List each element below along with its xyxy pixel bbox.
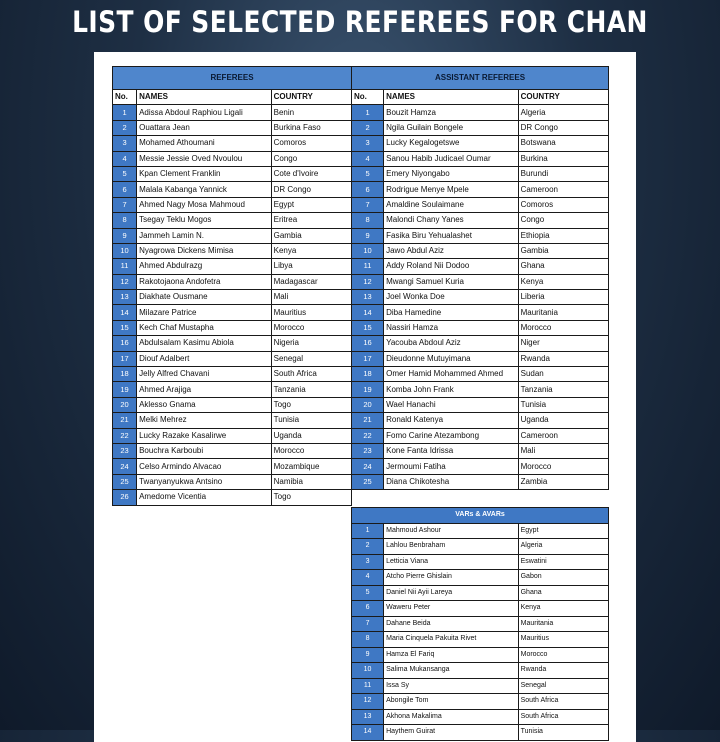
table-row xyxy=(113,213,352,228)
row-country: Tunisia xyxy=(518,725,608,741)
table-row xyxy=(352,305,609,320)
row-name: Celso Armindo Alvacao xyxy=(137,459,272,474)
row-country: Congo xyxy=(271,151,351,166)
row-country: Comoros xyxy=(518,197,608,212)
row-country: Mali xyxy=(518,443,608,458)
row-country: Namibia xyxy=(271,474,351,489)
table-row xyxy=(113,305,352,320)
row-name: Lucky Kegalogetswe xyxy=(384,136,519,151)
row-number: 12 xyxy=(352,694,384,710)
row-name: Ahmed Abdulrazg xyxy=(137,259,272,274)
table-row xyxy=(352,397,609,412)
row-country: Niger xyxy=(518,336,608,351)
table-row xyxy=(113,120,352,135)
row-number: 9 xyxy=(352,647,384,663)
table-row xyxy=(113,413,352,428)
row-number: 2 xyxy=(352,120,384,135)
row-number: 4 xyxy=(352,151,384,166)
row-country: Comoros xyxy=(271,136,351,151)
table-row xyxy=(113,228,352,243)
table-row xyxy=(352,166,609,181)
row-name: Rakotojaona Andofetra xyxy=(137,274,272,289)
row-country: Kenya xyxy=(518,601,608,617)
row-country: Sudan xyxy=(518,367,608,382)
row-name: Mohamed Athoumani xyxy=(137,136,272,151)
row-number: 6 xyxy=(352,182,384,197)
row-number: 24 xyxy=(113,459,137,474)
row-country: Morocco xyxy=(518,459,608,474)
table-row xyxy=(113,382,352,397)
row-name: Salima Mukansanga xyxy=(384,663,519,679)
row-number: 14 xyxy=(352,305,384,320)
table-row xyxy=(352,585,609,601)
table-row xyxy=(352,105,609,120)
table-row xyxy=(352,725,609,741)
row-country: Uganda xyxy=(271,428,351,443)
row-number: 6 xyxy=(113,182,137,197)
row-number: 8 xyxy=(352,632,384,648)
row-number: 12 xyxy=(113,274,137,289)
row-name: Haythem Guirat xyxy=(384,725,519,741)
row-name: Malondi Chany Yanes xyxy=(384,213,519,228)
table-row xyxy=(352,678,609,694)
row-number: 17 xyxy=(352,351,384,366)
row-name: Ngila Guilain Bongele xyxy=(384,120,519,135)
row-name: Kpan Clement Franklin xyxy=(137,166,272,181)
row-name: Mahmoud Ashour xyxy=(384,523,519,539)
table-row xyxy=(113,151,352,166)
row-name: Milazare Patrice xyxy=(137,305,272,320)
row-number: 2 xyxy=(113,120,137,135)
column-header-no: No. xyxy=(113,90,137,105)
row-country: DR Congo xyxy=(518,120,608,135)
row-name: Ahmed Nagy Mosa Mahmoud xyxy=(137,197,272,212)
row-country: Mauritania xyxy=(518,616,608,632)
table-row xyxy=(113,136,352,151)
row-country: Tunisia xyxy=(518,397,608,412)
row-number: 23 xyxy=(113,443,137,458)
row-number: 8 xyxy=(113,213,137,228)
assistants-section-header: ASSISTANT REFEREES xyxy=(352,67,609,90)
row-name: Kone Fanta Idrissa xyxy=(384,443,519,458)
row-country: Algeria xyxy=(518,539,608,555)
row-country: Mauritius xyxy=(518,632,608,648)
row-number: 1 xyxy=(352,523,384,539)
row-name: Amedome Vicentia xyxy=(137,490,272,505)
row-name: Waweru Peter xyxy=(384,601,519,617)
row-country: Gambia xyxy=(518,243,608,258)
column-header-country: COUNTRY xyxy=(518,90,608,105)
row-name: Letticia Viana xyxy=(384,554,519,570)
row-number: 8 xyxy=(352,213,384,228)
row-country: Cote d'Ivoire xyxy=(271,166,351,181)
row-number: 3 xyxy=(352,136,384,151)
row-number: 26 xyxy=(113,490,137,505)
table-row xyxy=(113,290,352,305)
row-country: Gabon xyxy=(518,570,608,586)
row-name: Abdulsalam Kasimu Abiola xyxy=(137,336,272,351)
table-row xyxy=(352,663,609,679)
row-name: Rodrigue Menye Mpele xyxy=(384,182,519,197)
table-row xyxy=(352,428,609,443)
column-header-country: COUNTRY xyxy=(271,90,351,105)
table-row xyxy=(113,428,352,443)
row-country: Mauritania xyxy=(518,305,608,320)
table-row xyxy=(352,647,609,663)
row-name: Ahmed Arajiga xyxy=(137,382,272,397)
row-country: Morocco xyxy=(518,320,608,335)
row-name: Fomo Carine Atezambong xyxy=(384,428,519,443)
row-country: Burundi xyxy=(518,166,608,181)
row-name: Ronald Katenya xyxy=(384,413,519,428)
table-row xyxy=(113,490,352,505)
row-number: 20 xyxy=(113,397,137,412)
row-name: Mwangi Samuel Kuria xyxy=(384,274,519,289)
row-name: Diouf Adalbert xyxy=(137,351,272,366)
row-name: Issa Sy xyxy=(384,678,519,694)
row-name: Dahane Beida xyxy=(384,616,519,632)
table-row xyxy=(352,523,609,539)
row-country: Benin xyxy=(271,105,351,120)
table-row xyxy=(352,694,609,710)
row-name: Messie Jessie Oved Nvoulou xyxy=(137,151,272,166)
row-name: Kech Chaf Mustapha xyxy=(137,320,272,335)
column-header-names: NAMES xyxy=(384,90,519,105)
row-number: 16 xyxy=(113,336,137,351)
referee-sheet xyxy=(94,52,636,742)
table-row xyxy=(352,570,609,586)
row-country: Morocco xyxy=(518,647,608,663)
row-country: Togo xyxy=(271,397,351,412)
referees-table xyxy=(112,66,352,506)
row-name: Bouzit Hamza xyxy=(384,105,519,120)
row-country: Ghana xyxy=(518,259,608,274)
row-country: Morocco xyxy=(271,443,351,458)
row-number: 18 xyxy=(113,367,137,382)
table-row xyxy=(352,539,609,555)
row-number: 16 xyxy=(352,336,384,351)
row-number: 23 xyxy=(352,443,384,458)
table-row xyxy=(113,367,352,382)
row-number: 1 xyxy=(352,105,384,120)
vars-section-header: VARs & AVARs xyxy=(352,508,609,524)
row-name: Ouattara Jean xyxy=(137,120,272,135)
row-country: Tunisia xyxy=(271,413,351,428)
row-number: 3 xyxy=(113,136,137,151)
table-row xyxy=(352,136,609,151)
row-name: Wael Hanachi xyxy=(384,397,519,412)
row-number: 20 xyxy=(352,397,384,412)
row-country: Eritrea xyxy=(271,213,351,228)
row-name: Melki Mehrez xyxy=(137,413,272,428)
table-row xyxy=(352,274,609,289)
row-number: 6 xyxy=(352,601,384,617)
table-row xyxy=(113,459,352,474)
table-row xyxy=(352,459,609,474)
row-country: Cameroon xyxy=(518,182,608,197)
table-row xyxy=(113,259,352,274)
row-number: 25 xyxy=(352,474,384,489)
row-name: Malala Kabanga Yannick xyxy=(137,182,272,197)
row-number: 7 xyxy=(352,616,384,632)
row-name: Diakhate Ousmane xyxy=(137,290,272,305)
row-country: Ethiopia xyxy=(518,228,608,243)
row-name: Dieudonne Mutuyimana xyxy=(384,351,519,366)
row-number: 7 xyxy=(113,197,137,212)
table-row xyxy=(352,197,609,212)
row-number: 25 xyxy=(113,474,137,489)
table-row xyxy=(352,182,609,197)
row-number: 10 xyxy=(113,243,137,258)
column-header-no: No. xyxy=(352,90,384,105)
row-name: Daniel Nii Ayii Lareya xyxy=(384,585,519,601)
row-number: 15 xyxy=(113,320,137,335)
row-name: Lahlou Benbraham xyxy=(384,539,519,555)
row-name: Atcho Pierre Ghislain xyxy=(384,570,519,586)
row-country: DR Congo xyxy=(271,182,351,197)
row-country: South Africa xyxy=(518,694,608,710)
row-name: Jawo Abdul Aziz xyxy=(384,243,519,258)
table-row xyxy=(113,166,352,181)
row-name: Komba John Frank xyxy=(384,382,519,397)
table-row xyxy=(352,213,609,228)
column-header-names: NAMES xyxy=(137,90,272,105)
table-row xyxy=(352,336,609,351)
row-country: Zambia xyxy=(518,474,608,489)
row-country: Eswatini xyxy=(518,554,608,570)
row-country: Gambia xyxy=(271,228,351,243)
table-row xyxy=(113,182,352,197)
row-name: Diba Hamedine xyxy=(384,305,519,320)
table-row xyxy=(352,259,609,274)
table-row xyxy=(352,709,609,725)
row-name: Adissa Abdoul Raphiou Ligali xyxy=(137,105,272,120)
row-name: Jermoumi Fatiha xyxy=(384,459,519,474)
row-number: 9 xyxy=(113,228,137,243)
table-row xyxy=(113,443,352,458)
row-name: Jammeh Lamin N. xyxy=(137,228,272,243)
row-number: 10 xyxy=(352,663,384,679)
row-number: 5 xyxy=(352,585,384,601)
row-country: Mali xyxy=(271,290,351,305)
row-number: 14 xyxy=(352,725,384,741)
row-country: Libya xyxy=(271,259,351,274)
row-name: Addy Roland Nii Dodoo xyxy=(384,259,519,274)
row-country: Madagascar xyxy=(271,274,351,289)
assistant-referees-table xyxy=(351,66,609,490)
row-number: 19 xyxy=(113,382,137,397)
table-row xyxy=(113,351,352,366)
row-number: 9 xyxy=(352,228,384,243)
table-row xyxy=(352,290,609,305)
row-name: Nassiri Hamza xyxy=(384,320,519,335)
table-row xyxy=(352,320,609,335)
row-number: 5 xyxy=(113,166,137,181)
row-country: Senegal xyxy=(518,678,608,694)
table-row xyxy=(352,382,609,397)
table-row xyxy=(352,601,609,617)
row-country: South Africa xyxy=(271,367,351,382)
table-row xyxy=(113,320,352,335)
referees-section-header: REFEREES xyxy=(113,67,352,90)
row-name: Fasika Biru Yehualashet xyxy=(384,228,519,243)
row-name: Diana Chikotesha xyxy=(384,474,519,489)
row-country: Morocco xyxy=(271,320,351,335)
table-row xyxy=(352,413,609,428)
table-row xyxy=(113,397,352,412)
row-number: 15 xyxy=(352,320,384,335)
row-country: Togo xyxy=(271,490,351,505)
row-name: Akhona Makalima xyxy=(384,709,519,725)
row-country: Liberia xyxy=(518,290,608,305)
row-number: 7 xyxy=(352,197,384,212)
table-row xyxy=(113,197,352,212)
row-country: Egypt xyxy=(518,523,608,539)
row-country: Senegal xyxy=(271,351,351,366)
row-country: Rwanda xyxy=(518,351,608,366)
row-name: Maria Cinquela Pakuita Rivet xyxy=(384,632,519,648)
row-number: 4 xyxy=(113,151,137,166)
row-country: Algeria xyxy=(518,105,608,120)
page-title: LIST OF SELECTED REFEREES FOR CHAN xyxy=(72,5,648,39)
row-country: Botswana xyxy=(518,136,608,151)
table-row xyxy=(352,351,609,366)
row-country: Egypt xyxy=(271,197,351,212)
table-row xyxy=(113,105,352,120)
row-number: 21 xyxy=(113,413,137,428)
row-number: 2 xyxy=(352,539,384,555)
table-row xyxy=(352,616,609,632)
row-number: 3 xyxy=(352,554,384,570)
table-row xyxy=(113,336,352,351)
table-row xyxy=(352,554,609,570)
row-number: 21 xyxy=(352,413,384,428)
table-row xyxy=(352,632,609,648)
row-country: Mauritius xyxy=(271,305,351,320)
row-number: 5 xyxy=(352,166,384,181)
row-number: 13 xyxy=(352,290,384,305)
row-name: Aklesso Gnama xyxy=(137,397,272,412)
row-name: Joel Wonka Doe xyxy=(384,290,519,305)
row-number: 22 xyxy=(113,428,137,443)
row-country: Mozambique xyxy=(271,459,351,474)
row-name: Yacouba Abdoul Aziz xyxy=(384,336,519,351)
row-number: 18 xyxy=(352,367,384,382)
row-country: Nigeria xyxy=(271,336,351,351)
row-country: Rwanda xyxy=(518,663,608,679)
row-country: Tanzania xyxy=(271,382,351,397)
row-number: 14 xyxy=(113,305,137,320)
table-row xyxy=(352,151,609,166)
row-number: 4 xyxy=(352,570,384,586)
row-country: Burkina Faso xyxy=(271,120,351,135)
table-row xyxy=(113,474,352,489)
row-number: 13 xyxy=(113,290,137,305)
row-country: Kenya xyxy=(271,243,351,258)
row-country: Uganda xyxy=(518,413,608,428)
row-number: 11 xyxy=(113,259,137,274)
row-country: Cameroon xyxy=(518,428,608,443)
table-row xyxy=(352,228,609,243)
row-name: Tsegay Teklu Mogos xyxy=(137,213,272,228)
row-country: South Africa xyxy=(518,709,608,725)
row-number: 19 xyxy=(352,382,384,397)
row-name: Omer Hamid Mohammed Ahmed xyxy=(384,367,519,382)
row-number: 22 xyxy=(352,428,384,443)
row-number: 13 xyxy=(352,709,384,725)
row-name: Hamza El Fariq xyxy=(384,647,519,663)
table-row xyxy=(113,243,352,258)
row-name: Amaldine Soulaimane xyxy=(384,197,519,212)
row-country: Tanzania xyxy=(518,382,608,397)
row-country: Ghana xyxy=(518,585,608,601)
table-row xyxy=(352,120,609,135)
row-name: Abongile Tom xyxy=(384,694,519,710)
row-name: Lucky Razake Kasalirwe xyxy=(137,428,272,443)
table-row xyxy=(113,274,352,289)
vars-avars-table xyxy=(351,507,609,741)
table-row xyxy=(352,443,609,458)
row-number: 11 xyxy=(352,678,384,694)
row-number: 24 xyxy=(352,459,384,474)
row-country: Kenya xyxy=(518,274,608,289)
table-row xyxy=(352,474,609,489)
row-country: Burkina xyxy=(518,151,608,166)
row-number: 10 xyxy=(352,243,384,258)
row-number: 17 xyxy=(113,351,137,366)
row-name: Twanyanyukwa Antsino xyxy=(137,474,272,489)
row-name: Bouchra Karboubi xyxy=(137,443,272,458)
row-country: Congo xyxy=(518,213,608,228)
table-row xyxy=(352,243,609,258)
row-number: 1 xyxy=(113,105,137,120)
row-name: Emery Niyongabo xyxy=(384,166,519,181)
row-number: 11 xyxy=(352,259,384,274)
table-row xyxy=(352,367,609,382)
row-name: Jelly Alfred Chavani xyxy=(137,367,272,382)
row-name: Sanou Habib Judicael Oumar xyxy=(384,151,519,166)
row-name: Nyagrowa Dickens Mimisa xyxy=(137,243,272,258)
row-number: 12 xyxy=(352,274,384,289)
